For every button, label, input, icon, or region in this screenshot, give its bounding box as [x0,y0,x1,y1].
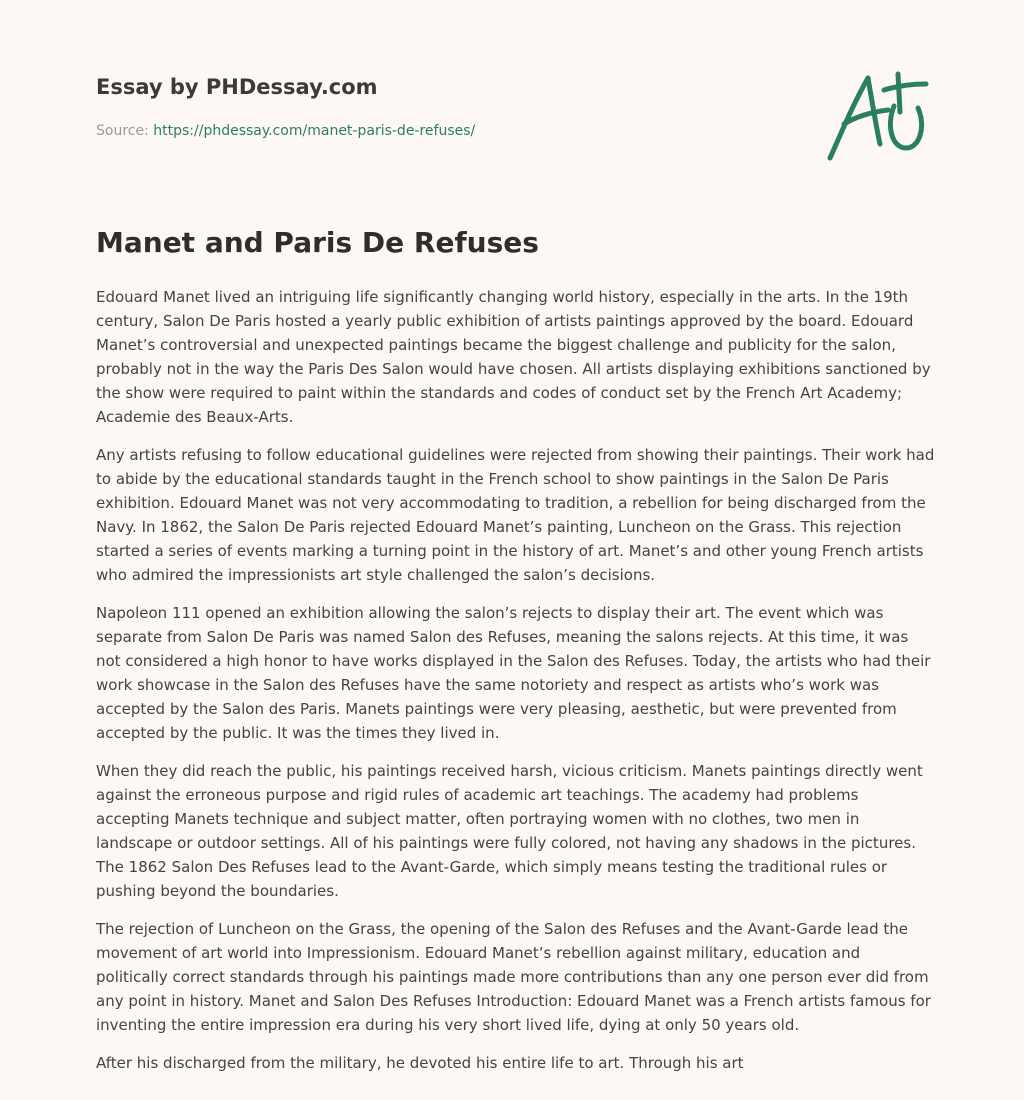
essay-paragraph: Edouard Manet lived an intriguing life significantly changing world history, especially in the arts. In the 19th century, Salon De Paris hosted a yearly public exhibition of artists paintings approved by the board. Edouard Manet’s controversial and unexpected paintings became the biggest challenge and publicity for the salon, probably not in the way the Paris Des Salon would have chosen. All artists displaying exhibitions sanctioned by the show were required to paint within the standards and codes of conduct set by the French Art Academy; Academie des Beaux-Arts. [96,288,931,426]
essay-title: Manet and Paris De Refuses [96,226,539,259]
essay-paragraph: When they did reach the public, his paintings received harsh, vicious criticism. Manets paintings directly went against the erroneous purpose and rigid rules of academic art teachings. The academy had problems accepting Manets technique and subject matter, often portraying women with no clothes, two men in landscape or outdoor settings. All of his paintings were fully colored, not having any shadows in the pictures. The 1862 Salon Des Refuses lead to the Avant-Garde, which simply means testing the traditional rules or pushing beyond the boundaries. [96,762,923,900]
logo-loop [890,106,921,148]
source-label: Source: [96,123,154,139]
essay-body [96,285,936,1089]
site-brand: Essay by PHDessay.com [96,75,378,99]
logo-strokes [830,74,926,158]
essay-paragraph: Any artists refusing to follow educational guidelines were rejected from showing their paintings. Their work had to abide by the educational standards taught in the French school to show paintings in the Salon De Paris exhibition. Edouard Manet was not very accommodating to tradition, a rebellion for being discharged from the Navy. In 1862, the Salon De Paris rejected Edouard Manet’s painting, Luncheon on the Grass. This rejection started a series of events marking a turning point in the history of art. Manet’s and other young French artists who admired the impressionists art style challenged the salon’s decisions. [96,446,935,584]
logo-plus-vertical [898,74,900,112]
a-plus-grade-logo-icon [822,66,934,166]
essay-paragraph: Napoleon 111 opened an exhibition allowing the salon’s rejects to display their art. The event which was separate from Salon De Paris was named Salon des Refuses, meaning the salons rejects. At this time, it was not considered a high honor to have works displayed in the Salon des Refuses. Today, the artists who had their work showcase in the Salon des Refuses have the same notoriety and respect as artists who’s work was accepted by the Salon des Paris. Manets paintings were very pleasing, aesthetic, but were prevented from accepted by the public. It was the times they lived in. [96,604,931,742]
source-line [96,123,475,139]
essay-paragraph: The rejection of Luncheon on the Grass, the opening of the Salon des Refuses and the Avant-Garde lead the movement of art world into Impressionism. Edouard Manet’s rebellion against military, education and politically correct standards through his paintings made more contributions than any one person ever did from any point in history. Manet and Salon Des Refuses Introduction: Edouard Manet was a French artists famous for inventing the entire impression era during his very short lived life, dying at only 50 years old. [96,920,931,1034]
logo-plus-horizontal [884,84,926,90]
source-link[interactable]: https://phdessay.com/manet-paris-de-refuses/ [153,123,476,139]
essay-paragraph: After his discharged from the military, he devoted his entire life to art. Through his art [96,1054,744,1072]
